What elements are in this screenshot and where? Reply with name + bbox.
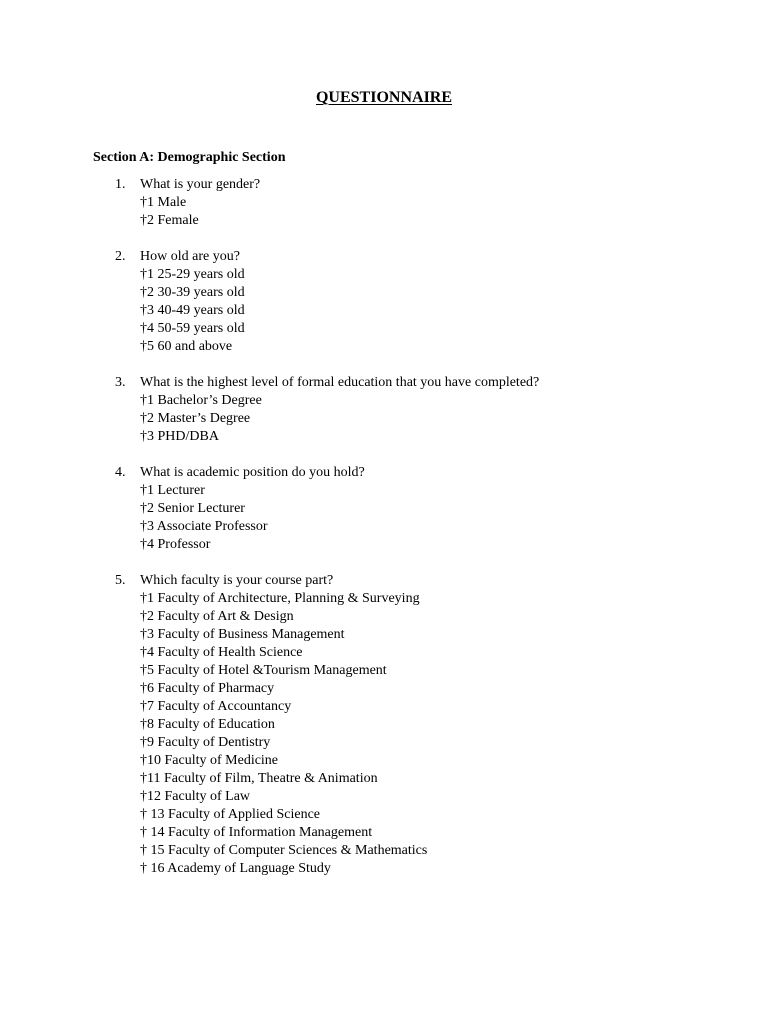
option-checkbox[interactable]: † 13 Faculty of Applied Science <box>140 807 321 822</box>
option-checkbox[interactable]: †11 Faculty of Film, Theatre & Animation <box>140 771 378 786</box>
option-checkbox[interactable]: †2 Female <box>140 213 199 228</box>
option-checkbox[interactable]: †8 Faculty of Education <box>140 717 275 732</box>
question-5 <box>0 572 768 878</box>
option-checkbox[interactable]: †5 Faculty of Hotel &Tourism Management <box>140 663 387 678</box>
question-number: 5. <box>115 573 126 588</box>
page-title: QUESTIONNAIRE <box>315 89 453 106</box>
option-checkbox[interactable]: †4 50-59 years old <box>140 321 245 336</box>
option-list <box>0 392 768 446</box>
question-text: What is academic position do you hold? <box>140 465 365 480</box>
option-checkbox[interactable]: †10 Faculty of Medicine <box>140 753 279 768</box>
option-checkbox[interactable]: †4 Faculty of Health Science <box>140 645 303 660</box>
option-checkbox[interactable]: †1 25-29 years old <box>140 267 245 282</box>
option-checkbox[interactable]: †1 Lecturer <box>140 483 205 498</box>
option-checkbox[interactable]: †12 Faculty of Law <box>140 789 251 804</box>
question-number: 3. <box>115 375 126 390</box>
option-checkbox[interactable]: †4 Professor <box>140 537 211 552</box>
option-checkbox[interactable]: † 14 Faculty of Information Management <box>140 825 373 840</box>
question-text: What is the highest level of formal education that you have completed? <box>140 375 540 390</box>
question-number: 1. <box>115 177 126 192</box>
option-checkbox[interactable]: †3 Faculty of Business Management <box>140 627 345 642</box>
option-checkbox[interactable]: † 16 Academy of Language Study <box>140 861 331 876</box>
option-checkbox[interactable]: †3 PHD/DBA <box>140 429 219 444</box>
question-text: What is your gender? <box>140 177 261 192</box>
option-checkbox[interactable]: †5 60 and above <box>140 339 233 354</box>
question-2 <box>0 248 768 356</box>
option-checkbox[interactable]: †2 Senior Lecturer <box>140 501 245 516</box>
question-number: 2. <box>115 249 126 264</box>
option-checkbox[interactable]: †3 40-49 years old <box>140 303 245 318</box>
option-checkbox[interactable]: †3 Associate Professor <box>140 519 268 534</box>
question-3 <box>0 374 768 446</box>
section-heading: Section A: Demographic Section <box>93 150 286 165</box>
option-list <box>0 590 768 878</box>
option-list <box>0 482 768 554</box>
option-list <box>0 194 768 230</box>
option-checkbox[interactable]: †2 Faculty of Art & Design <box>140 609 294 624</box>
option-checkbox[interactable]: †2 Master’s Degree <box>140 411 251 426</box>
question-text: Which faculty is your course part? <box>140 573 334 588</box>
question-number: 4. <box>115 465 126 480</box>
question-list <box>0 176 768 896</box>
option-checkbox[interactable]: †1 Bachelor’s Degree <box>140 393 262 408</box>
option-checkbox[interactable]: †1 Male <box>140 195 187 210</box>
option-list <box>0 266 768 356</box>
option-checkbox[interactable]: †7 Faculty of Accountancy <box>140 699 292 714</box>
option-checkbox[interactable]: †2 30-39 years old <box>140 285 245 300</box>
question-text: How old are you? <box>140 249 240 264</box>
option-checkbox[interactable]: †9 Faculty of Dentistry <box>140 735 271 750</box>
option-checkbox[interactable]: † 15 Faculty of Computer Sciences & Mathematics <box>140 843 428 858</box>
question-4 <box>0 464 768 554</box>
option-checkbox[interactable]: †1 Faculty of Architecture, Planning & Surveying <box>140 591 420 606</box>
option-checkbox[interactable]: †6 Faculty of Pharmacy <box>140 681 275 696</box>
question-1 <box>0 176 768 230</box>
